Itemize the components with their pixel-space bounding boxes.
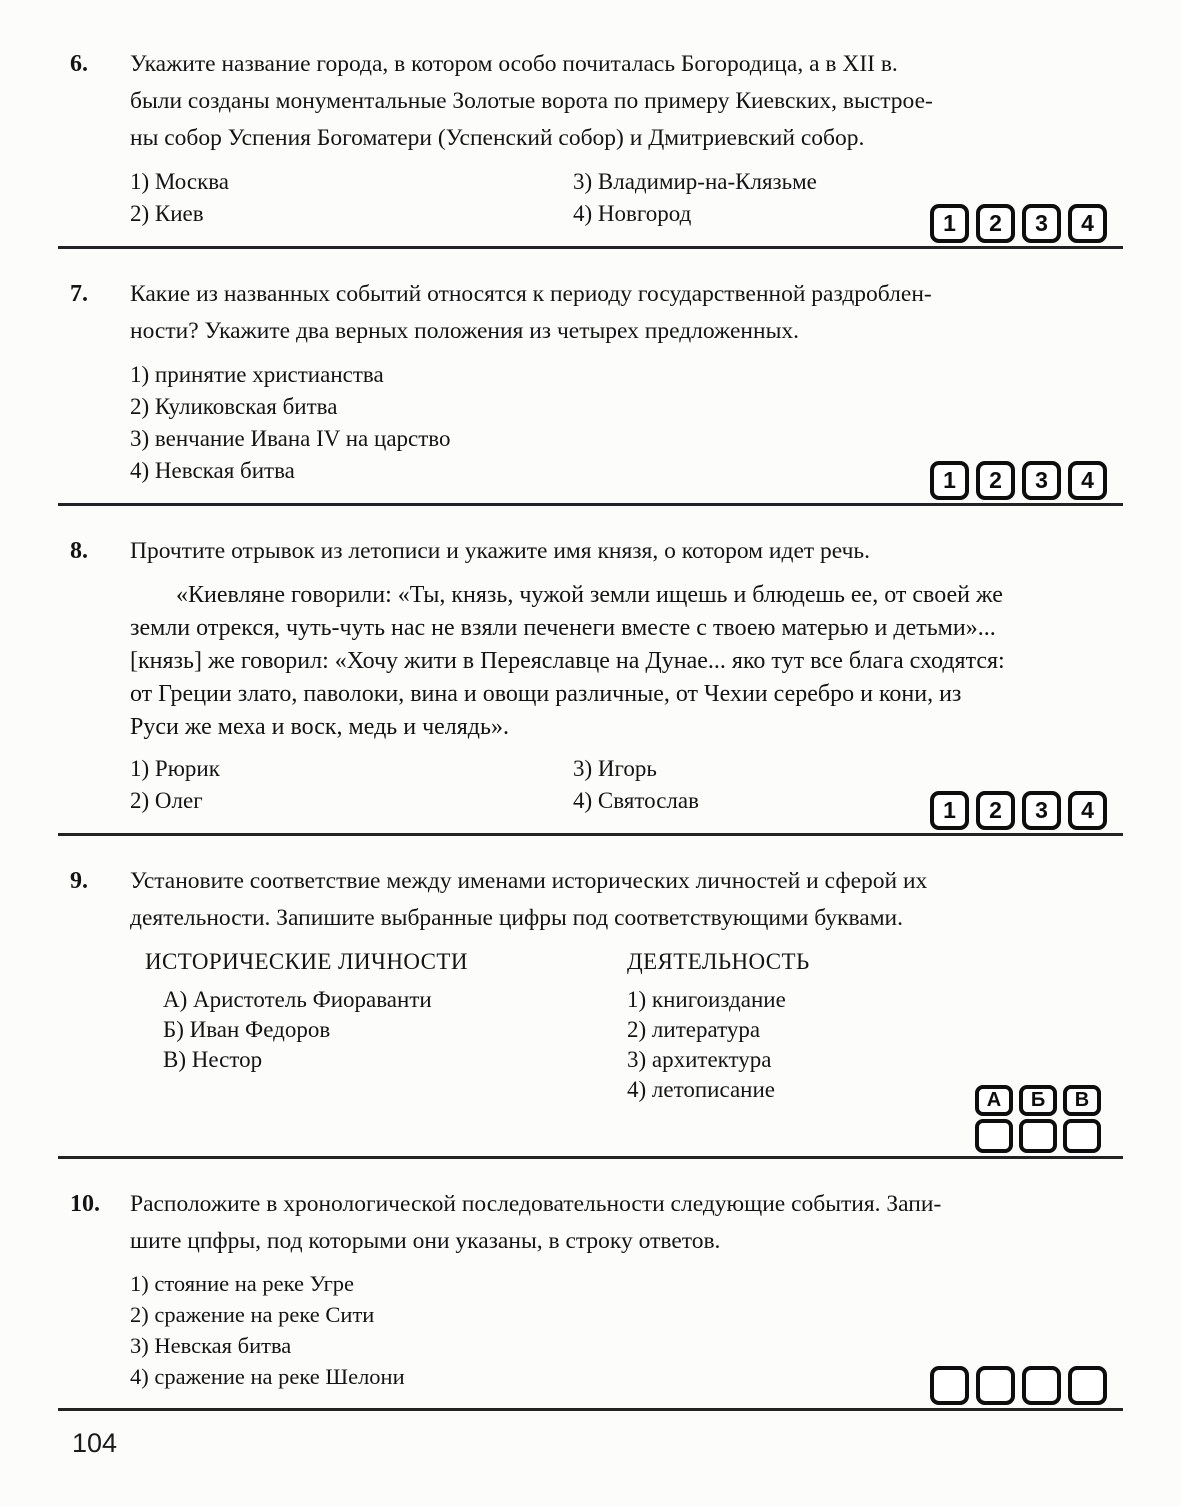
question-9-statement (130, 863, 1113, 937)
answer-letter-box-a: А (975, 1085, 1013, 1116)
option-3: 3) Игорь (573, 756, 657, 781)
option-4: 4) Невская битва (130, 458, 295, 483)
question-10 (68, 1186, 1113, 1405)
question-8-number: 8. (70, 538, 88, 564)
option-4: 4) Святослав (573, 788, 699, 813)
answer-cell-row (975, 1119, 1101, 1153)
statement-line: Укажите название города, в котором особо почиталась Богородица, а в XII в. (130, 51, 898, 77)
statement-line: Расположите в хронологической последовательности следующие события. Запи- (130, 1191, 942, 1217)
activity-2: 2) литература (627, 1017, 761, 1042)
column-header-activity: ДЕЯТЕЛЬНОСТЬ (627, 949, 810, 974)
answer-cell-2[interactable] (976, 1366, 1015, 1405)
statement-line: шите цпфры, под которыми они указаны, в строку ответов. (130, 1228, 721, 1254)
option-4: 4) Новгород (573, 201, 692, 226)
question-9 (68, 863, 1113, 1153)
question-6-statement (130, 46, 1113, 157)
answer-box-1[interactable]: 1 (930, 204, 969, 243)
answer-box-3[interactable]: 3 (1022, 791, 1061, 830)
answer-letter-box-b: Б (1019, 1085, 1057, 1116)
statement-line: ны собор Успения Богоматери (Успенский собор) и Дмитриевский собор. (130, 125, 865, 151)
question-6-answer-boxes (68, 204, 1107, 243)
question-10-statement (130, 1186, 1113, 1260)
answer-cell-3[interactable] (1022, 1366, 1061, 1405)
answer-box-3[interactable]: 3 (1022, 461, 1061, 500)
answer-box-1[interactable]: 1 (930, 461, 969, 500)
option-3: 3) Невская битва (130, 1333, 292, 1358)
option-1: 1) Москва (130, 169, 230, 194)
answer-cell-a[interactable] (975, 1119, 1013, 1153)
answer-box-4[interactable]: 4 (1068, 791, 1107, 830)
question-7-answer-boxes (68, 461, 1107, 500)
question-8-statement (130, 533, 1113, 570)
option-3: 3) венчание Ивана IV на царство (130, 426, 451, 451)
person-v: В) Нестор (163, 1047, 263, 1072)
answer-box-1[interactable]: 1 (930, 791, 969, 830)
answer-cell-v[interactable] (1063, 1119, 1101, 1153)
section-divider (58, 833, 1123, 836)
page-footer (68, 1411, 1113, 1459)
quote-line: от Греции злато, паволоки, вина и овощи различные, от Чехии серебро и кони, из (130, 681, 962, 707)
section-divider (58, 246, 1123, 249)
option-2: 2) Куликовская битва (130, 394, 338, 419)
page-number: 104 (72, 1428, 118, 1458)
option-1: 1) принятие христианства (130, 362, 384, 387)
option-2: 2) Киев (130, 201, 204, 226)
quote-line: земли отрекся, чуть-чуть нас не взяли печенеги вместе с твоею матерью и детьми»... (130, 615, 996, 641)
section-divider (58, 1156, 1123, 1159)
answer-box-2[interactable]: 2 (976, 204, 1015, 243)
matching-column-activity (627, 949, 1113, 1105)
answer-box-3[interactable]: 3 (1022, 204, 1061, 243)
option-4: 4) сражение на реке Шелони (130, 1364, 405, 1389)
question-8 (68, 533, 1113, 830)
quote-line: «Киевляне говорили: «Ты, князь, чужой земли ищешь и блюдешь ее, от своей же (176, 582, 1003, 608)
answer-cell-b[interactable] (1019, 1119, 1057, 1153)
statement-line: были созданы монументальные Золотые ворота по примеру Киевских, выстрое- (130, 88, 933, 114)
option-1: 1) Рюрик (130, 756, 220, 781)
answer-box-2[interactable]: 2 (976, 791, 1015, 830)
question-6 (68, 46, 1113, 243)
statement-line: деятельности. Запишите выбранные цифры под соответствующими буквами. (130, 905, 904, 931)
answer-box-2[interactable]: 2 (976, 461, 1015, 500)
matching-table (130, 949, 1113, 1105)
question-7 (68, 276, 1113, 500)
answer-box-4[interactable]: 4 (1068, 204, 1107, 243)
statement-line: Какие из названных событий относятся к периоду государственной раздроблен- (130, 281, 932, 307)
option-1: 1) стояние на реке Угре (130, 1271, 355, 1296)
activity-4: 4) летописание (627, 1077, 775, 1102)
option-3: 3) Владимир-на-Клязьме (573, 169, 817, 194)
question-9-number: 9. (70, 868, 88, 894)
question-6-number: 6. (70, 51, 88, 77)
person-b: Б) Иван Федоров (163, 1017, 331, 1042)
question-7-number: 7. (70, 281, 88, 307)
person-a: А) Аристотель Фиораванти (163, 987, 432, 1012)
column-header-persons: ИСТОРИЧЕСКИЕ ЛИЧНОСТИ (145, 949, 468, 974)
activity-1: 1) книгоиздание (627, 987, 786, 1012)
statement-line: Установите соответствие между именами исторических личностей и сферой их (130, 868, 928, 894)
matching-column-persons (130, 949, 627, 1105)
question-10-answer-boxes (68, 1366, 1107, 1405)
option-2: 2) Олег (130, 788, 203, 813)
quote-line: Руси же меха и воск, медь и челядь». (130, 714, 509, 740)
answer-cell-4[interactable] (1068, 1366, 1107, 1405)
answer-letter-row (975, 1085, 1101, 1116)
question-8-answer-boxes (68, 791, 1107, 830)
chronicle-quote (130, 579, 1113, 744)
question-10-number: 10. (70, 1191, 100, 1217)
answer-box-4[interactable]: 4 (1068, 461, 1107, 500)
answer-letter-box-v: В (1063, 1085, 1101, 1116)
question-7-statement (130, 276, 1113, 350)
section-divider (58, 503, 1123, 506)
answer-cell-1[interactable] (930, 1366, 969, 1405)
option-2: 2) сражение на реке Сити (130, 1302, 375, 1327)
activity-3: 3) архитектура (627, 1047, 772, 1072)
statement-line: Прочтите отрывок из летописи и укажите имя князя, о котором идет речь. (130, 538, 871, 564)
quote-line: [князь] же говорил: «Хочу жити в Переяславце на Дунае... яко тут все блага сходятся: (130, 648, 1005, 674)
statement-line: ности? Укажите два верных положения из четырех предложенных. (130, 318, 799, 344)
